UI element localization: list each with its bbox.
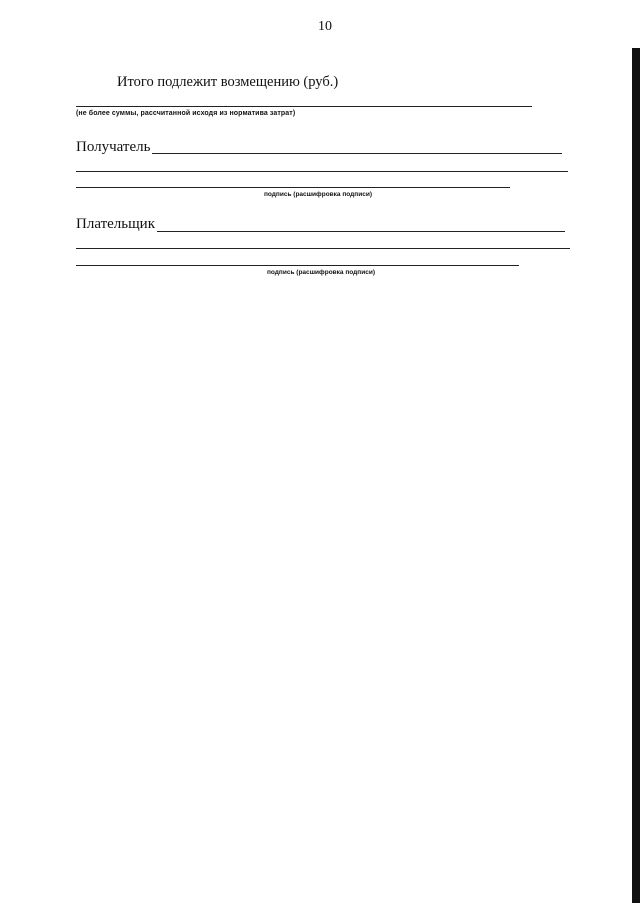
total-amount-note: (не более суммы, рассчитанной исходя из норматива затрат) bbox=[76, 110, 296, 117]
recipient-signature-line bbox=[76, 187, 510, 188]
recipient-signature-caption: подпись (расшифровка подписи) bbox=[264, 191, 372, 198]
recipient-label: Получатель bbox=[76, 139, 151, 155]
page-number: 10 bbox=[318, 19, 332, 34]
total-amount-line bbox=[76, 106, 532, 107]
payer-signature-caption: подпись (расшифровка подписи) bbox=[267, 269, 375, 276]
recipient-name-line bbox=[152, 153, 562, 154]
payer-details-line bbox=[76, 248, 570, 249]
scan-edge-border bbox=[632, 48, 640, 903]
recipient-details-line bbox=[76, 171, 568, 172]
payer-signature-line bbox=[76, 265, 519, 266]
payer-label: Плательщик bbox=[76, 216, 155, 232]
total-reimbursement-label: Итого подлежит возмещению (руб.) bbox=[117, 74, 339, 90]
payer-name-line bbox=[157, 231, 565, 232]
